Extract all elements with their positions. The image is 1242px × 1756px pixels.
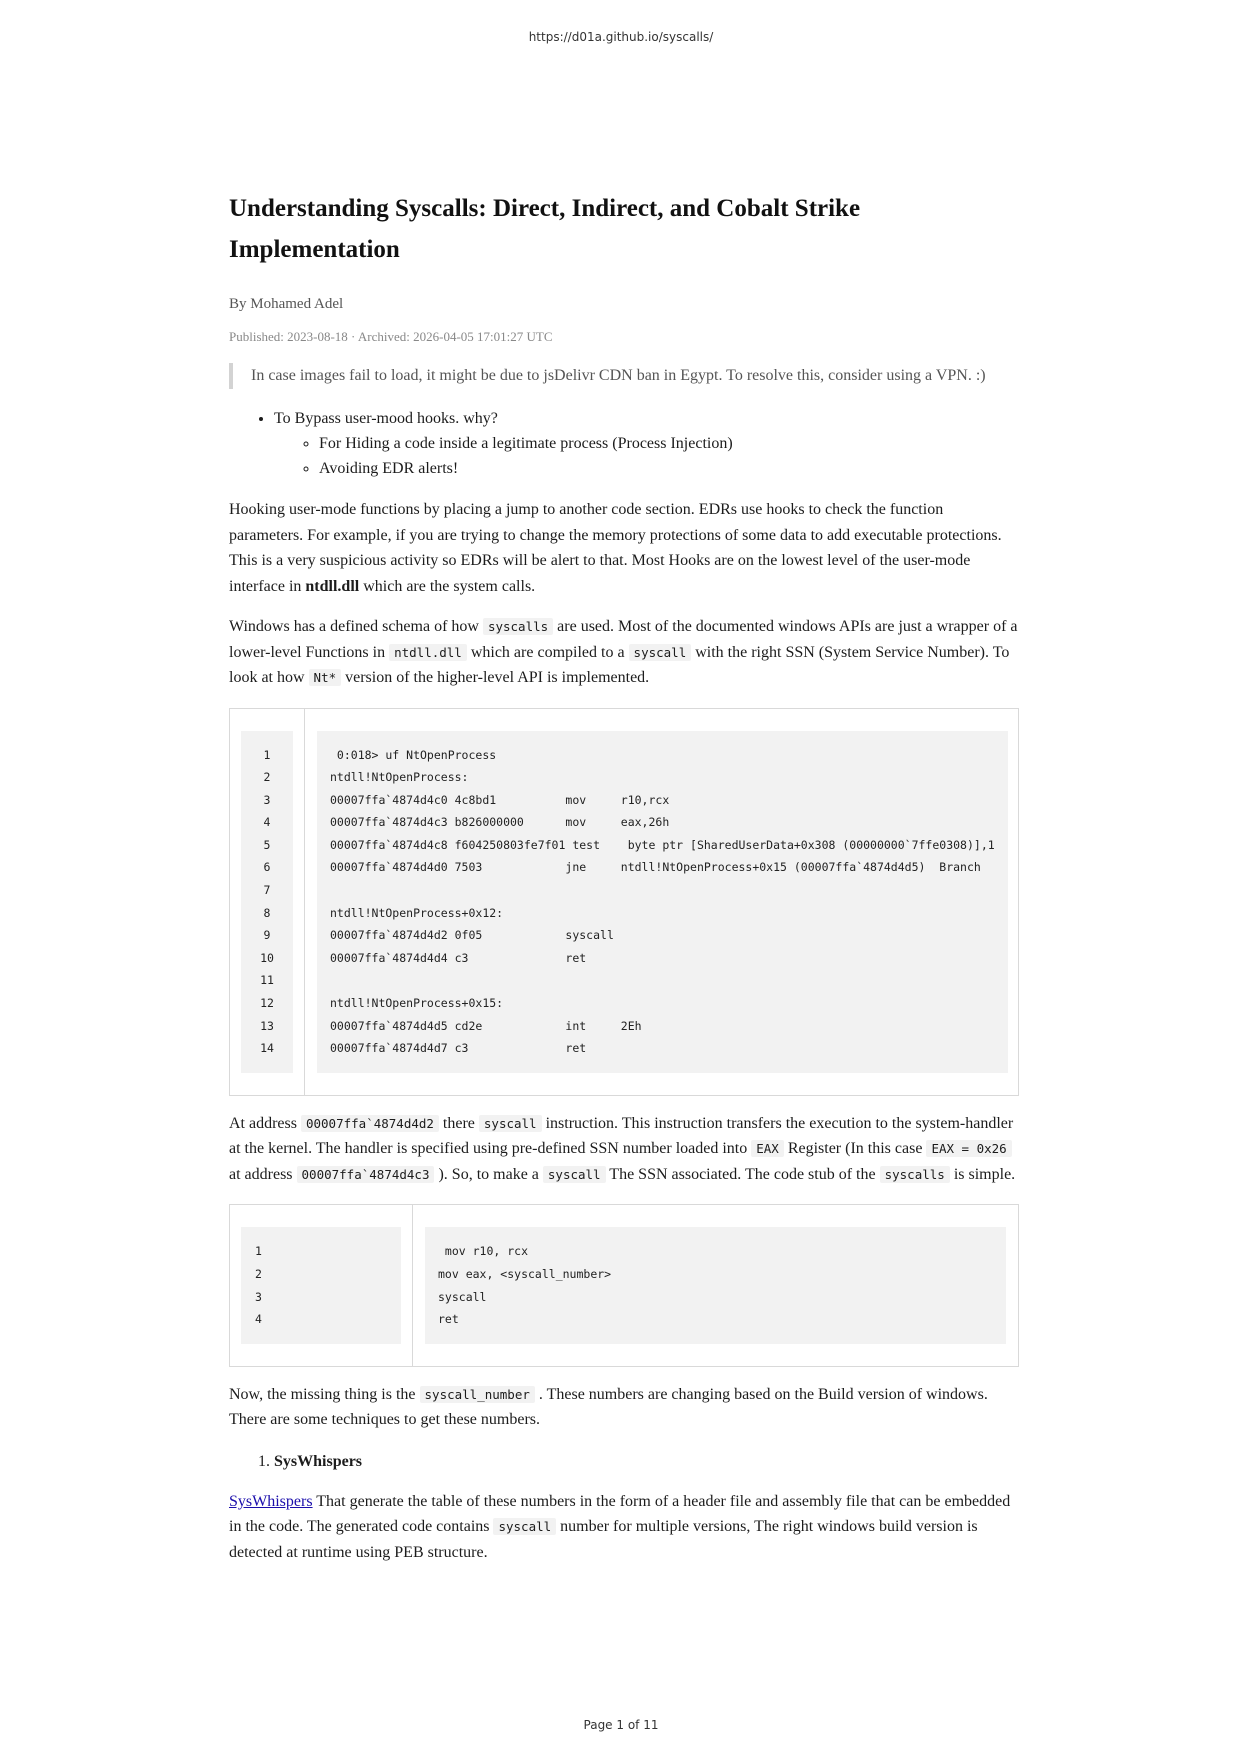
code-block-stub — [229, 1204, 1019, 1366]
text: at address — [229, 1165, 297, 1183]
paragraph-address — [229, 1111, 1019, 1188]
text: Now, the missing thing is the — [229, 1385, 420, 1403]
text: ). So, to make a — [434, 1165, 543, 1183]
inline-code: 00007ffa`4874d4d2 — [301, 1115, 439, 1132]
list-item: ◦ Avoiding EDR alerts! — [319, 456, 1019, 481]
paragraph-syscall-number — [229, 1382, 1019, 1433]
text: Hooking user-mode functions by placing a jump to another code section. EDRs use hooks to check the function parameters. For example, if you are trying to change the memory protections of some data to add executable protections. This is a very suspicious activity so EDRs will be alert to that. Most Hooks are on the lowest level of the user-mode interface in — [229, 501, 1002, 595]
paragraph-hooking — [229, 497, 1019, 599]
inline-code: syscall_number — [420, 1386, 535, 1403]
list-item: ◦ For Hiding a code inside a legitimate process (Process Injection) — [319, 431, 1019, 456]
text: which are the system calls. — [359, 577, 536, 595]
page-url: https://d01a.github.io/syscalls/ — [528, 30, 714, 44]
inline-code: Nt* — [309, 669, 342, 686]
inline-code: syscalls — [483, 618, 553, 635]
text: version of the higher-level API is implemented. — [341, 669, 650, 686]
text: is simple. — [949, 1165, 1016, 1183]
text: The SSN associated. The code stub of the — [605, 1165, 880, 1183]
paragraph-schema — [229, 614, 1019, 691]
inline-code: EAX — [751, 1140, 784, 1157]
list-item — [274, 1449, 1019, 1474]
cdn-note: In case images fail to load, it might be due to jsDelivr CDN ban in Egypt. To resolve this, consider using a VPN. :) — [229, 363, 1019, 389]
code-text: mov r10, rcx mov eax, <syscall_number> syscall ret — [425, 1227, 1006, 1343]
article — [229, 188, 1019, 1565]
paragraph-syswhispers — [229, 1489, 1019, 1566]
sub-list — [274, 431, 1019, 481]
techniques-list — [229, 1449, 1019, 1474]
bold-text: ntdll.dll — [305, 577, 360, 595]
syswhispers-link[interactable]: SysWhispers — [229, 1492, 313, 1510]
code-column — [413, 1205, 1018, 1365]
text: Windows has a defined schema of how — [229, 618, 483, 635]
line-numbers: 1 2 3 4 — [241, 1227, 401, 1343]
code-column — [305, 709, 1020, 1095]
inline-code: syscalls — [880, 1166, 950, 1183]
list-item — [274, 406, 1019, 481]
text: instruction. This instruction transfers the execution to the system-handler at the kernel. The handler is specified using pre-defined SSN number loaded into — [229, 1114, 1014, 1158]
reasons-list — [229, 406, 1019, 481]
line-number-gutter — [230, 1205, 413, 1365]
inline-code: syscall — [479, 1115, 542, 1132]
code-text: 0:018> uf NtOpenProcess ntdll!NtOpenProcess: 00007ffa`4874d4c0 4c8bd1 mov r10,rcx 00007ffa`4874d4c3 b826000000 mov eax,26h 00007ffa`4874d4c8 f604250803fe7f01 test byte ptr [SharedUserData+0x308 (00000000`7ffe0308)],1 00007ffa`4874d4d0 7503 jne ntdll!NtOpenProcess+0x15 (00007ffa`4874d4d5) Branch ntdll!NtOpenProcess+0x12: 00007ffa`4874d4d2 0f05 syscall 00007ffa`4874d4d4 c3 ret ntdll!NtOpenProcess+0x15: 00007ffa`4874d4d5 cd2e int 2Eh 00007ffa`4874d4d7 c3 ret — [317, 731, 1008, 1073]
text: number for multiple versions, The right windows build version is detected at runtime using PEB structure. — [229, 1518, 978, 1561]
inline-code: 00007ffa`4874d4c3 — [297, 1166, 435, 1183]
technique-title: SysWhispers — [274, 1452, 363, 1470]
text: which are compiled to a — [466, 643, 629, 661]
inline-code: syscall — [493, 1518, 556, 1535]
text: there — [438, 1114, 479, 1132]
list-item-text: To Bypass user-mood hooks. why? — [274, 410, 498, 427]
text: Register (In this case — [783, 1140, 927, 1158]
line-number-gutter — [230, 709, 305, 1095]
byline: By Mohamed Adel — [229, 296, 344, 312]
inline-code: EAX = 0x26 — [926, 1140, 1011, 1157]
inline-code: syscall — [629, 644, 692, 661]
text: That generate the table of these numbers in the form of a header file and assembly file that can be embedded in the code. The generated code contains — [229, 1492, 1011, 1536]
text: are used. Most of the documented windows APIs are just a wrapper of a lower-level Functions in — [229, 618, 1018, 661]
code-block-ntopenprocess — [229, 708, 1019, 1096]
line-numbers: 1 2 3 4 5 6 7 8 9 10 11 12 13 14 — [241, 731, 293, 1073]
article-title: Understanding Syscalls: Direct, Indirect, and Cobalt Strike Implementation — [229, 195, 861, 263]
inline-code: syscall — [543, 1166, 606, 1183]
text: At address — [229, 1114, 301, 1132]
text: . These numbers are changing based on the Build version of windows. There are some techniques to get these numbers. — [229, 1385, 988, 1429]
publish-meta: Published: 2023-08-18 · Archived: 2026-04-05 17:01:27 UTC — [229, 329, 553, 344]
page-number: Page 1 of 11 — [583, 1718, 659, 1732]
inline-code: ntdll.dll — [389, 644, 467, 661]
text: with the right SSN (System Service Number). To look at how — [229, 643, 1010, 686]
